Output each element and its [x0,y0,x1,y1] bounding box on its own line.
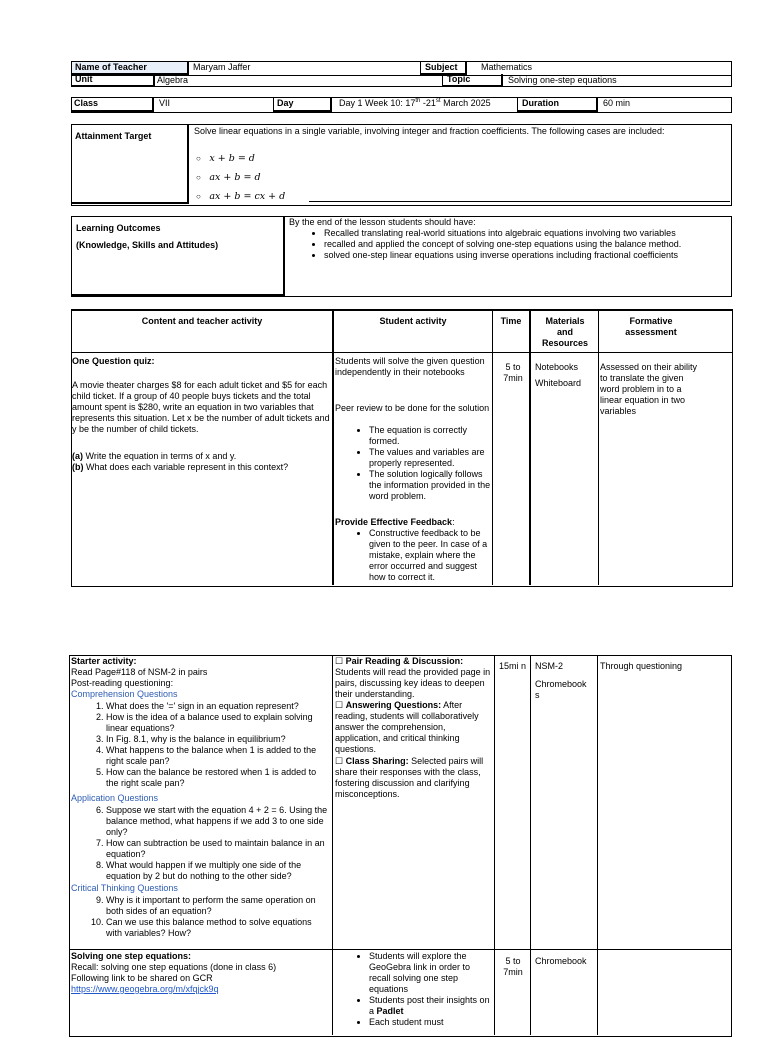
question-item: 7. How can subtraction be used to maintain balance in an equation? [106,838,330,860]
row2-material-2: Chromebook s [535,679,587,700]
class-label: Class [71,97,154,112]
topic-label: Topic [442,74,503,87]
subject-label: Subject [420,61,467,75]
geogebra-link[interactable]: https://www.geogebra.org/m/xfqjck9q [71,984,219,994]
checkbox-icon: ☐ [335,756,344,766]
comprehension-heading: Comprehension Questions [71,689,178,699]
day-label: Day [273,97,332,112]
table-header-rule [71,352,732,353]
col2-rule-3 [530,655,531,1035]
answering-text: After reading, students will collaboratively answer the comprehension, application, and critical thinking questions. [335,700,479,754]
question-item: 10. Can we use this balance method to solve equations with variables? How? [106,917,330,939]
case-2 [196,172,261,183]
answering-questions [335,700,493,755]
student-activity-2: Peer review to be done for the solution [335,403,490,413]
feedback-label: Provide Effective Feedback [335,517,453,527]
starter-title: Starter activity: [71,656,137,666]
student-activity-1: Students will solve the given question independently in their notebooks [335,356,485,377]
day-text-a: Day 1 Week 10: 17 [339,98,416,108]
outcomes-list [324,228,724,261]
qb-text: What does each variable represent in this context? [83,462,289,472]
qa-text: Write the equation in terms of x and y. [83,451,237,461]
row1-material-1: Notebooks [535,362,579,372]
case-1-math: x + b = d [209,153,255,164]
row3-time: 5 to 7min [503,956,523,977]
th-content: Content and teacher activity [141,316,263,326]
qb-label: (b) [72,462,84,472]
day-text-c: March 2025 [440,98,491,108]
quiz-question-b [72,462,330,473]
peer-review-item: • The equation is correctly formed. [369,425,493,447]
th-materials: Materials and Resources [541,316,589,348]
question-item: 1. What does the '=' sign in an equation represent? [106,701,330,712]
row1-assessment: Assessed on their ability to translate the given word problem in to a linear equation in two variables [600,362,698,416]
duration-label: Duration [517,97,598,112]
case-2-math: ax + b = d [209,172,261,183]
row3-material: Chromebook [535,956,587,966]
peer-review-list [369,425,493,502]
circle-bullet-icon: ○ [196,154,201,163]
case-1 [196,153,255,164]
outcome-item: • recalled and applied the concept of solving one-step equations using the balance method. [324,239,724,250]
circle-bullet-icon: ○ [196,192,201,201]
peer-review-item: • The solution logically follows the information provided in the word problem. [369,469,493,502]
day-sup-1: th [415,98,421,104]
th-student: Student activity [379,316,447,326]
attainment-label: Attainment Target [71,124,189,204]
outcomes-sublabel: (Knowledge, Skills and Attitudes) [76,240,219,250]
row2-time: 15mi n [499,661,527,671]
case-underline [309,201,730,202]
solving-title: Solving one step equations: [71,951,192,961]
col-rule-3 [529,309,531,585]
padlet-pre: Students post their insights on a [369,995,490,1016]
row1-time: 5 to 7min [503,362,523,383]
row1-material-2: Whiteboard [535,378,582,388]
topic-value: Solving one-step equations [508,75,617,85]
solving-activity-list [369,951,493,1028]
pair-reading-label: Pair Reading & Discussion: [345,656,464,666]
solving-item: • Each student must [369,1017,493,1028]
circle-bullet-icon: ○ [196,173,201,182]
pair-reading-text: Students will read the provided page in pairs, discussing key ideas to deepen their understanding. [335,667,491,699]
question-item: 2. How is the idea of a balance used to explain solving linear equations? [106,712,330,734]
feedback-item: • Constructive feedback to be given to the peer. In case of a mistake, explain where the error occurred and suggest how to correct it. [369,528,493,583]
question-item: 6. Suppose we start with the equation 4 + 2 = 6. Using the balance method, what happens if we add 3 to one side only? [106,805,330,838]
col2-rule-1 [332,655,333,1035]
col2-rule-4 [597,655,598,1035]
day-text-b: -21 [420,98,436,108]
outcome-item: • solved one-step linear equations using inverse operations including fractional coefficients [324,250,724,261]
case-3-math: ax + b = cx + d [209,191,286,202]
quiz-problem: A movie theater charges $8 for each adult ticket and $5 for each child ticket. If a group of 40 people buys tickets and the total amount spent is $280, write an equation in two variables that represents this situation. Let x be the number of adult tickets and y be the number of child tickets. [72,380,330,434]
attainment-text: Solve linear equations in a single variable, involving integer and fraction coefficients. The following cases are included: [194,126,665,136]
col2-rule-2 [494,655,495,1035]
solving-line-2: Following link to be shared on GCR [71,973,213,983]
application-list [106,805,330,882]
checkbox-icon: ☐ [335,656,344,666]
question-item: 8. What would happen if we multiply one side of the equation by 2 but do nothing to the other side? [106,860,330,882]
duration-value: 60 min [603,98,631,108]
comprehension-list [106,701,330,789]
class-value: VII [159,98,171,108]
unit-value: Algebra [157,75,189,85]
question-item: 5. How can the balance be restored when 1 is added to the right scale pan? [106,767,330,789]
qa-label: (a) [72,451,83,461]
solving-item [369,995,493,1017]
question-item: 4. What happens to the balance when 1 is added to the right scale pan? [106,745,330,767]
peer-review-item: • The values and variables are properly represented. [369,447,493,469]
outcomes-intro: By the end of the lesson students should have: [289,217,476,227]
quiz-question-a [72,451,330,462]
question-item: 9. Why is it important to perform the same operation on both sides of an equation? [106,895,330,917]
outcome-item: • Recalled translating real-world situations into algebraic equations involving two variables [324,228,724,239]
day-sup-2: st [435,98,441,104]
teacher-value: Maryam Jaffer [193,62,251,72]
subject-value: Mathematics [481,62,533,72]
answering-label: Answering Questions: [345,700,442,710]
row-rule-2 [69,949,731,950]
starter-line-2: Post-reading questioning: [71,678,174,688]
padlet-bold: Padlet [376,1006,404,1016]
row2-assessment: Through questioning [600,661,683,671]
question-item: 3. In Fig. 8.1, why is the balance in equilibrium? [106,734,330,745]
application-heading: Application Questions [71,793,159,803]
col-rule-4 [598,309,599,585]
quiz-title: One Question quiz: [72,356,155,366]
solving-item: • Students will explore the GeoGebra link in order to recall solving one step equations [369,951,493,995]
class-sharing [335,756,493,800]
feedback-colon: : [452,517,455,527]
feedback-heading [335,517,455,528]
th-assessment: Formative assessment [625,316,677,337]
th-time: Time [500,316,522,326]
solving-line-1: Recall: solving one step equations (done in class 6) [71,962,277,972]
teacher-label: Name of Teacher [71,61,189,75]
case-3 [196,191,285,202]
class-sharing-label: Class Sharing: [345,756,409,766]
checkbox-icon: ☐ [335,700,344,710]
critical-heading: Critical Thinking Questions [71,883,178,893]
col-rule-1 [332,309,334,585]
outcomes-label: Learning Outcomes [76,223,161,233]
critical-list [106,895,330,939]
feedback-list [369,528,493,583]
starter-line-1: Read Page#118 of NSM-2 in pairs [71,667,208,677]
class-sharing-text: Selected pairs will share their responses with the class, fostering discussion and clarifying misconceptions. [335,756,484,799]
day-value [339,98,491,109]
row2-material-1: NSM-2 [535,661,564,671]
pair-reading [335,656,493,700]
unit-label: Unit [71,74,155,87]
